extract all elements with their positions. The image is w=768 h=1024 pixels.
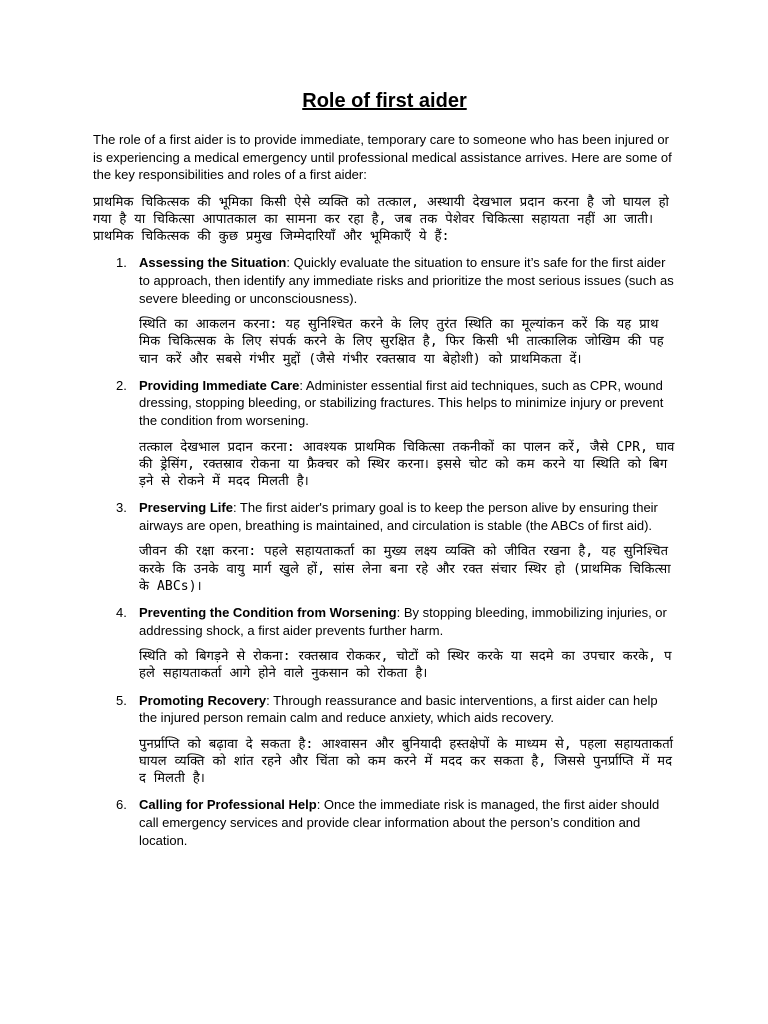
page-title: Role of first aider [302, 90, 467, 112]
item-description: : Through reassurance and basic interventions, a first aider can help the injured person remain calm and reduce anxiety, which aids recovery. [139, 692, 658, 726]
item-english-text [139, 604, 676, 639]
list-item [93, 254, 676, 367]
item-hindi-text: स्थिति को बिगड़ने से रोकना: रक्तस्राव रोककर, चोटों को स्थिर करके या सदमे का उपचार करके, पहले सहायताकर्ता आगे होने वाले नुकसान को रोकता है। [139, 649, 672, 682]
item-heading: Promoting Recovery [139, 692, 267, 708]
item-heading: Preserving Life [139, 500, 233, 516]
list-item [93, 604, 676, 683]
intro-paragraph-english: The role of a first aider is to provide immediate, temporary care to someone who has been injured or is experiencing a medical emergency until professional medical assistance arrives. Here are some of the key responsibilities and roles of a first aider: [93, 132, 672, 183]
item-english-text [139, 377, 676, 430]
item-number: 4. [116, 604, 127, 620]
item-heading: Providing Immediate Care [139, 377, 300, 393]
list-item [93, 692, 676, 788]
item-hindi-text: जीवन की रक्षा करना: पहले सहायताकर्ता का मुख्य लक्ष्य व्यक्ति को जीवित रखना है, यह सुनिश्चित करके कि उनके वायु मार्ग खुले हों, सांस लेना बना रहे और रक्त संचार स्थिर हो (प्राथमिक चिकित्सा के ABCs)। [139, 544, 671, 594]
item-hindi-text: तत्काल देखभाल प्रदान करना: आवश्यक प्राथमिक चिकित्सा तकनीकों का पालन करें, जैसे CPR, घाव की ड्रेसिंग, रक्तस्राव रोकना या फ्रैक्चर को स्थिर करना। इससे चोट को कम करने या स्थिति को बिगड़ने से रोकने में मदद मिलती है। [139, 439, 675, 489]
item-number: 3. [116, 500, 127, 516]
item-number: 2. [116, 377, 127, 393]
list-item [93, 499, 676, 595]
item-description: : The first aider's primary goal is to keep the person alive by ensuring their airways are open, breathing is maintained, and circulation is stable (the ABCs of first aid). [139, 500, 658, 533]
item-hindi-text: पुनर्प्राप्ति को बढ़ावा दे सकता है: आश्वासन और बुनियादी हस्तक्षेपों के माध्यम से, पहला सहायताकर्ता घायल व्यक्ति को शांत रहने और चिंता को कम करने में मदद कर सकता है, जिससे पुनर्प्राप्ति में मदद मिलती है। [139, 736, 674, 787]
item-heading: Assessing the Situation [139, 255, 287, 271]
intro-paragraph-hindi: प्राथमिक चिकित्सक की भूमिका किसी ऐसे व्यक्ति को तत्काल, अस्थायी देखभाल प्रदान करना है जो घायल हो गया है या चिकित्सा आपातकाल का सामना कर रहा है, जब तक पेशेवर चिकित्सा सहायता नहीं आ जाती। प्राथमिक चिकित्सक की कुछ प्रमुख जिम्मेदारियाँ और भूमिकाएँ ये हैं: [93, 194, 669, 245]
item-english-text [139, 692, 676, 727]
item-description: : Quickly evaluate the situation to ensure it’s safe for the first aider to approach, then identify any immediate risks and prioritize the most serious issues (such as severe bleeding or unconsciousness). [139, 255, 674, 306]
item-heading: Calling for Professional Help [139, 797, 317, 813]
list-item [93, 377, 676, 490]
item-description: : Administer essential first aid techniques, such as CPR, wound dressing, stopping bleeding, or stabilizing fractures. This helps to minimize injury or prevent the condition from worsening. [139, 377, 664, 428]
list-item [93, 796, 676, 849]
item-heading: Preventing the Condition from Worsening [139, 604, 397, 620]
item-hindi-text: स्थिति का आकलन करना: यह सुनिश्चित करने के लिए तुरंत स्थिति का मूल्यांकन करें कि यह प्राथमिक चिकित्सक के लिए संपर्क करने के लिए सुरक्षित है, फिर किसी भी तात्कालिक जोखिम की पहचान करें और सबसे गंभीर मुद्दों (जैसे गंभीर रक्तस्राव या बेहोशी) को प्राथमिकता दें। [139, 317, 664, 367]
item-number: 6. [116, 797, 127, 813]
item-description: : Once the immediate risk is managed, the first aider should call emergency services and provide clear information about the person’s condition and location. [139, 797, 660, 848]
item-english-text [139, 499, 676, 534]
item-english-text [139, 254, 676, 307]
item-english-text [139, 796, 676, 849]
item-description: : By stopping bleeding, immobilizing injuries, or addressing shock, a first aider prevents further harm. [139, 604, 667, 638]
item-number: 1. [116, 255, 127, 271]
item-number: 5. [116, 692, 127, 708]
responsibilities-list [93, 254, 676, 849]
